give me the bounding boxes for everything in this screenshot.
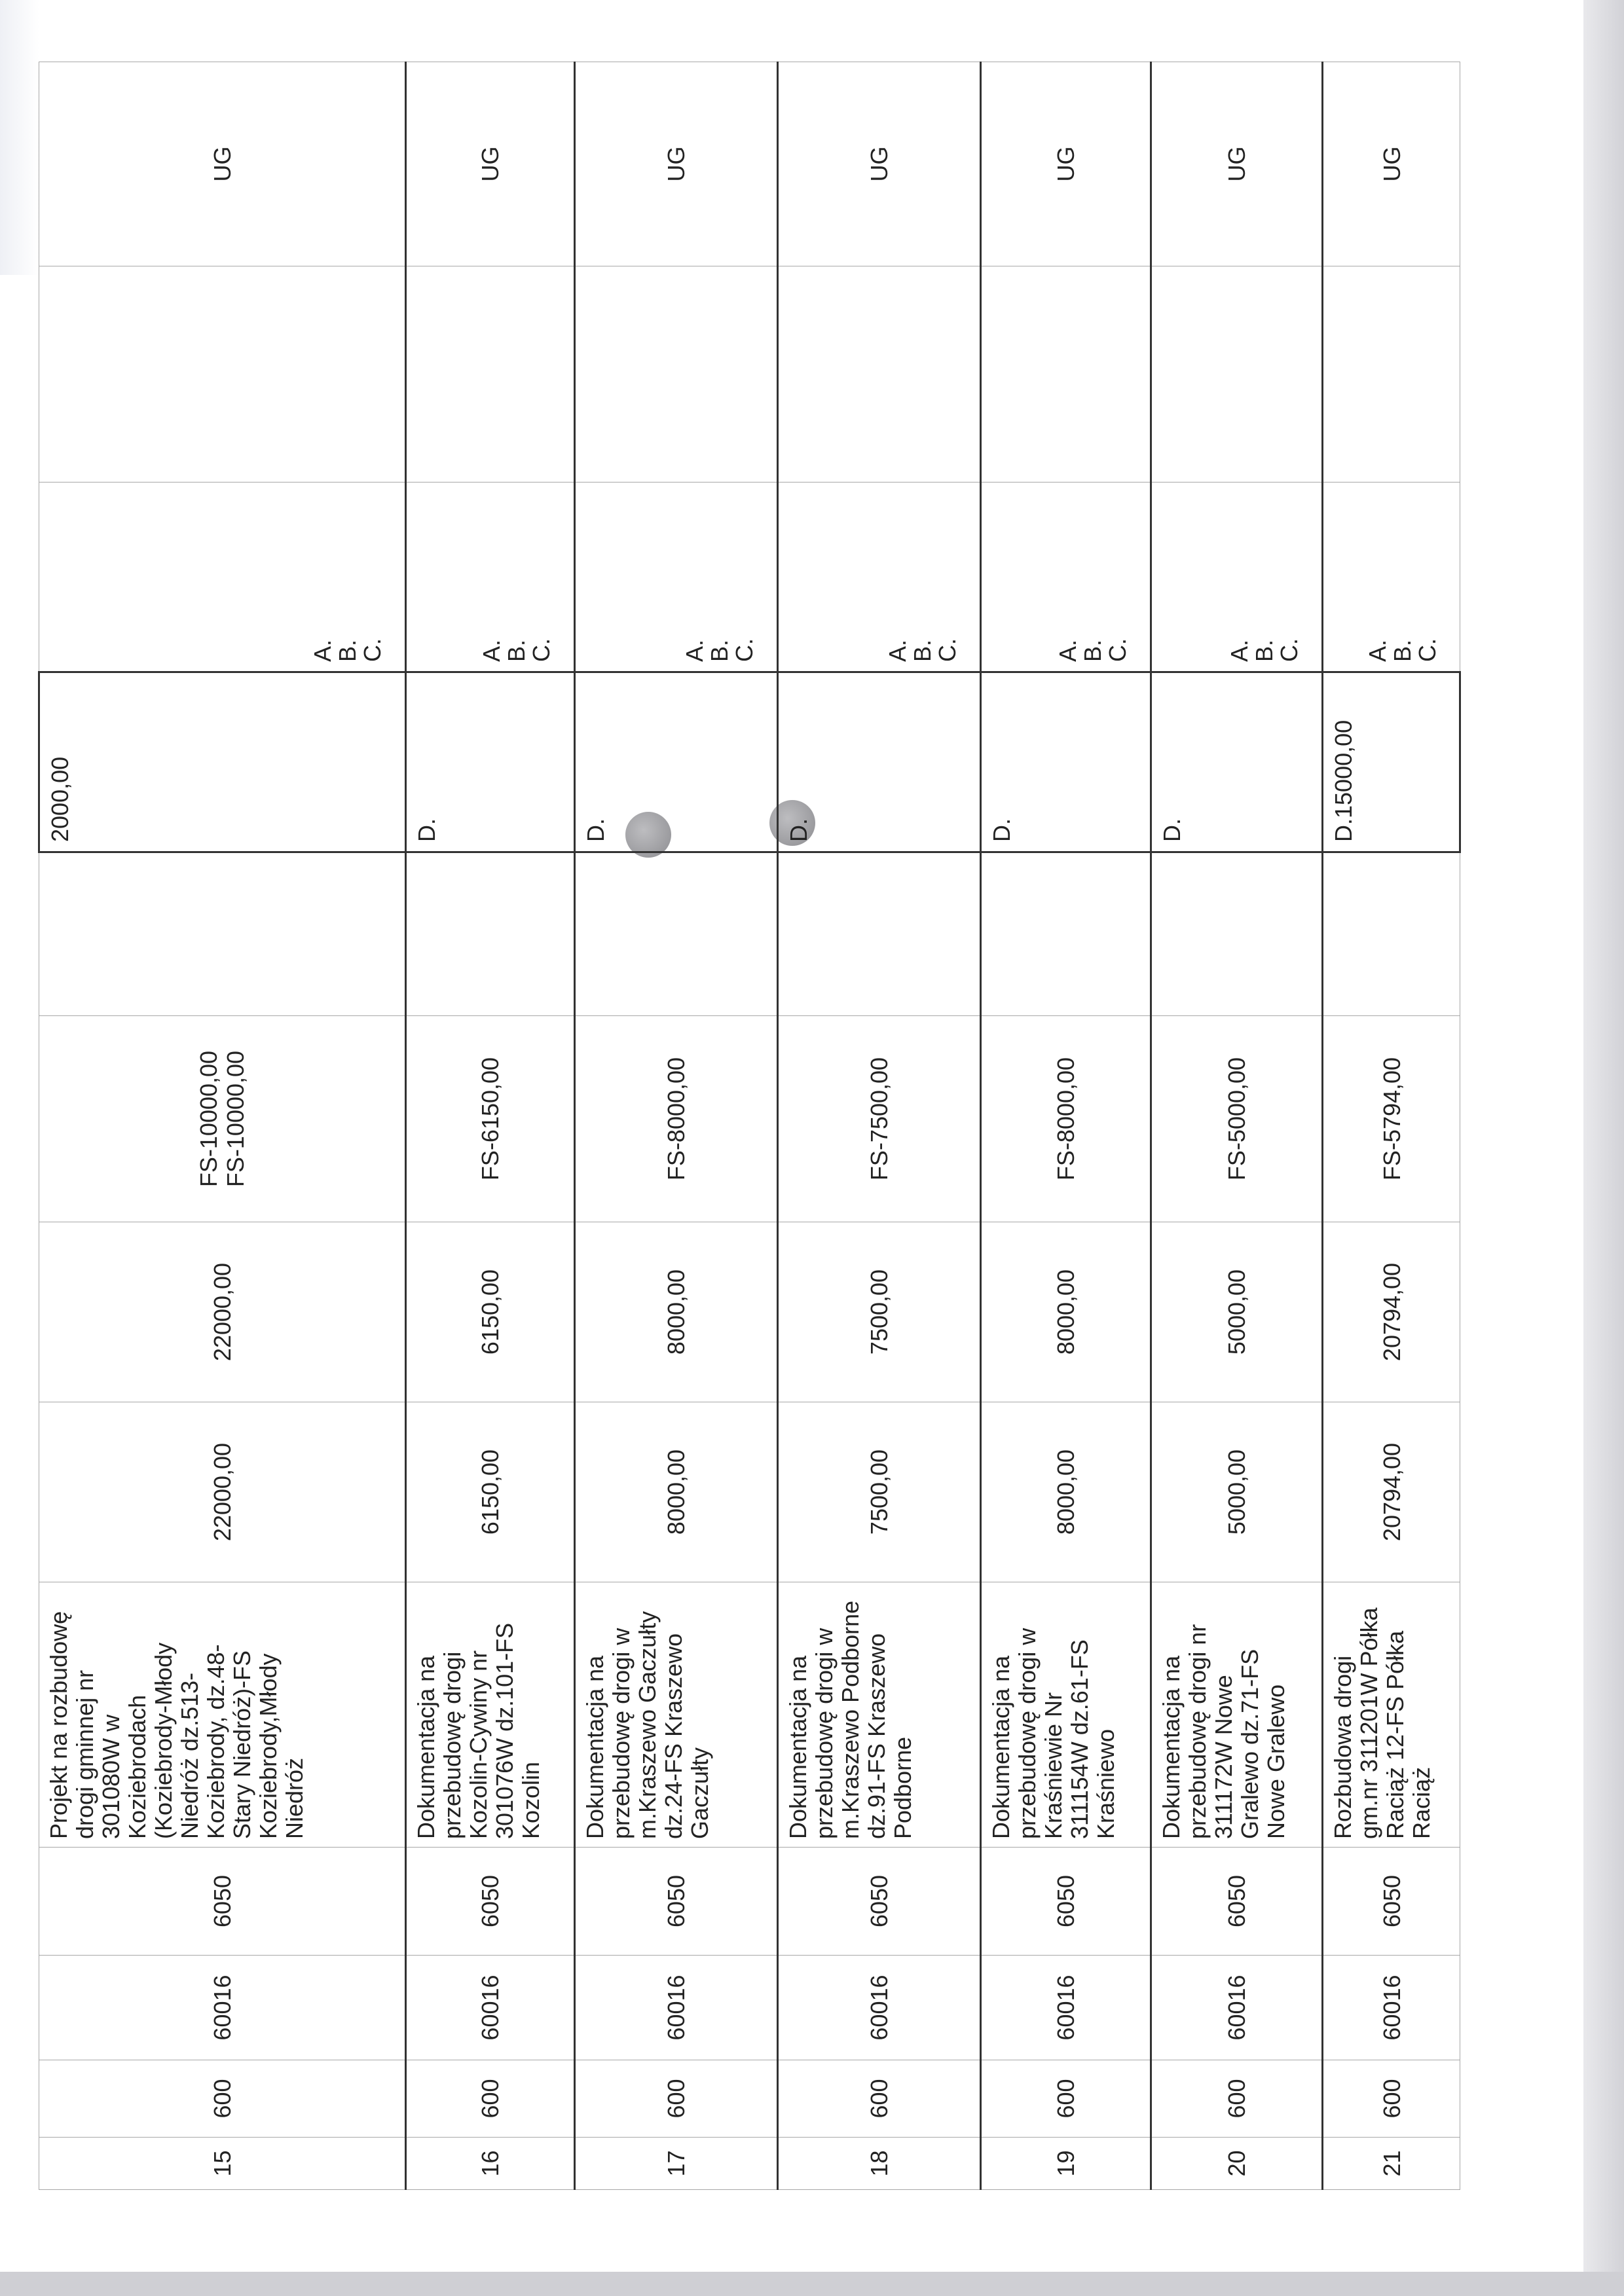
cell-rozdzial: 60016 <box>1323 1956 1460 2060</box>
cell-empty <box>575 852 778 1016</box>
cell-abc <box>1323 483 1460 672</box>
abc-a: A. <box>478 639 505 662</box>
cell-funding-source <box>575 1016 778 1222</box>
cell-d-amount: D. <box>778 672 981 852</box>
cell-abc <box>39 483 406 672</box>
cell-paragraf: 6050 <box>1151 1848 1323 1956</box>
cell-empty <box>778 266 981 483</box>
cell-total-cost: 7500,00 <box>778 1402 981 1582</box>
abc-b: B. <box>503 639 530 662</box>
funding-line-1: FS-5794,00 <box>1378 1057 1405 1181</box>
cell-total-cost: 8000,00 <box>981 1402 1151 1582</box>
cell-d-amount: 2000,00 <box>39 672 406 852</box>
cell-funding-source <box>1323 1016 1460 1222</box>
cell-abc <box>778 483 981 672</box>
cell-d-amount: D. <box>1151 672 1323 852</box>
table-row <box>981 62 1151 2190</box>
cell-unit: UG <box>1323 62 1460 266</box>
cell-d-amount: D.15000,00 <box>1323 672 1460 852</box>
cell-funding-source <box>1151 1016 1323 1222</box>
abc-b: B. <box>1079 639 1106 662</box>
table-row <box>406 62 575 2190</box>
table-row <box>575 62 778 2190</box>
table-row <box>39 62 406 2190</box>
cell-rozdzial: 60016 <box>39 1956 406 2060</box>
cell-total-cost: 8000,00 <box>575 1402 778 1582</box>
cell-dzial: 600 <box>575 2060 778 2138</box>
abc-a: A. <box>1054 639 1081 662</box>
cell-total-cost: 5000,00 <box>1151 1402 1323 1582</box>
cell-abc <box>1151 483 1323 672</box>
table-row <box>1151 62 1323 2190</box>
abc-a: A. <box>884 639 911 662</box>
cell-empty <box>39 266 406 483</box>
cell-paragraf: 6050 <box>39 1848 406 1956</box>
cell-lp: 18 <box>778 2138 981 2190</box>
scanner-edge-bottom <box>0 2272 1624 2296</box>
cell-empty <box>981 852 1151 1016</box>
cell-year-amount: 8000,00 <box>575 1222 778 1402</box>
cell-empty <box>1323 852 1460 1016</box>
cell-rozdzial: 60016 <box>1151 1956 1323 2060</box>
cell-lp: 16 <box>406 2138 575 2190</box>
cell-empty <box>575 266 778 483</box>
cell-rozdzial: 60016 <box>981 1956 1151 2060</box>
cell-paragraf: 6050 <box>575 1848 778 1956</box>
abc-c: C. <box>1414 638 1441 662</box>
scanner-edge-right <box>1583 0 1624 2296</box>
abc-c: C. <box>1104 638 1131 662</box>
table-row <box>1323 62 1460 2190</box>
cell-funding-source <box>981 1016 1151 1222</box>
cell-d-amount: D. <box>981 672 1151 852</box>
abc-c: C. <box>731 638 758 662</box>
cell-unit: UG <box>39 62 406 266</box>
cell-unit: UG <box>778 62 981 266</box>
cell-paragraf: 6050 <box>981 1848 1151 1956</box>
abc-b: B. <box>334 639 361 662</box>
cell-year-amount: 20794,00 <box>1323 1222 1460 1402</box>
cell-empty <box>778 852 981 1016</box>
abc-a: A. <box>309 639 336 662</box>
cell-abc <box>406 483 575 672</box>
cell-dzial: 600 <box>778 2060 981 2138</box>
cell-task-name: Dokumentacja na przebudowę drogi w m.Kraszewo Gaczułty dz.24-FS Kraszewo Gaczułty <box>575 1582 778 1848</box>
cell-paragraf: 6050 <box>1323 1848 1460 1956</box>
cell-abc <box>575 483 778 672</box>
cell-empty <box>1151 852 1323 1016</box>
funding-line-1: FS-8000,00 <box>1052 1057 1079 1181</box>
cell-d-amount: D. <box>575 672 778 852</box>
abc-b: B. <box>909 639 936 662</box>
cell-lp: 21 <box>1323 2138 1460 2190</box>
cell-total-cost: 20794,00 <box>1323 1402 1460 1582</box>
abc-c: C. <box>1276 638 1302 662</box>
cell-empty <box>1323 266 1460 483</box>
cell-empty <box>406 852 575 1016</box>
funding-line-1: FS-6150,00 <box>477 1057 504 1181</box>
cell-lp: 19 <box>981 2138 1151 2190</box>
cell-unit: UG <box>1151 62 1323 266</box>
abc-b: B. <box>1389 639 1416 662</box>
cell-unit: UG <box>406 62 575 266</box>
cell-rozdzial: 60016 <box>778 1956 981 2060</box>
cell-dzial: 600 <box>39 2060 406 2138</box>
cell-unit: UG <box>575 62 778 266</box>
abc-c: C. <box>359 638 386 662</box>
cell-dzial: 600 <box>1151 2060 1323 2138</box>
cell-d-amount: D. <box>406 672 575 852</box>
cell-lp: 15 <box>39 2138 406 2190</box>
cell-task-name: Rozbudowa drogi gm.nr 311201W Półka Raciąż 12-FS Półka Raciąż <box>1323 1582 1460 1848</box>
abc-c: C. <box>528 638 555 662</box>
abc-a: A. <box>681 639 708 662</box>
abc-a: A. <box>1364 639 1391 662</box>
cell-rozdzial: 60016 <box>575 1956 778 2060</box>
cell-dzial: 600 <box>981 2060 1151 2138</box>
cell-year-amount: 5000,00 <box>1151 1222 1323 1402</box>
table-row <box>778 62 981 2190</box>
cell-unit: UG <box>981 62 1151 266</box>
funding-line-1: FS-8000,00 <box>663 1057 690 1181</box>
cell-task-name: Dokumentacja na przebudowę drogi w m.Kraszewo Podborne dz.91-FS Kraszewo Podborne <box>778 1582 981 1848</box>
cell-empty <box>981 266 1151 483</box>
cell-year-amount: 22000,00 <box>39 1222 406 1402</box>
cell-dzial: 600 <box>406 2060 575 2138</box>
cell-year-amount: 8000,00 <box>981 1222 1151 1402</box>
funding-line-1: FS-5000,00 <box>1223 1057 1250 1181</box>
investment-table <box>38 62 1461 2190</box>
scan-smudge <box>0 0 39 275</box>
cell-paragraf: 6050 <box>778 1848 981 1956</box>
cell-abc <box>981 483 1151 672</box>
cell-task-name: Dokumentacja na przebudowę drogi nr 311172W Nowe Gralewo dz.71-FS Nowe Gralewo <box>1151 1582 1323 1848</box>
cell-year-amount: 7500,00 <box>778 1222 981 1402</box>
abc-b: B. <box>1251 639 1278 662</box>
cell-task-name: Projekt na rozbudowę drogi gminnej nr 301080W w Koziebrodach (Koziebrody-Młody Niedróż dz.513-Koziebrody, dz.48-Stary Niedróż)-FS Koziebrody,Młody Niedróż <box>39 1582 406 1848</box>
cell-task-name: Dokumentacja na przebudowę drogi w Kraśniewie Nr 311154W dz.61-FS Kraśniewo <box>981 1582 1151 1848</box>
cell-funding-source <box>778 1016 981 1222</box>
abc-c: C. <box>934 638 961 662</box>
cell-empty <box>39 852 406 1016</box>
cell-rozdzial: 60016 <box>406 1956 575 2060</box>
abc-b: B. <box>706 639 733 662</box>
abc-a: A. <box>1226 639 1253 662</box>
cell-funding-source <box>39 1016 406 1222</box>
cell-dzial: 600 <box>1323 2060 1460 2138</box>
cell-paragraf: 6050 <box>406 1848 575 1956</box>
cell-total-cost: 6150,00 <box>406 1402 575 1582</box>
cell-year-amount: 6150,00 <box>406 1222 575 1402</box>
funding-line-1: FS-10000,00 <box>195 1050 222 1188</box>
cell-lp: 17 <box>575 2138 778 2190</box>
cell-funding-source <box>406 1016 575 1222</box>
cell-task-name: Dokumentacja na przebudowę drogi Kozolin-Cywiny nr 301076W dz.101-FS Kozolin <box>406 1582 575 1848</box>
cell-empty <box>406 266 575 483</box>
funding-line-2: FS-10000,00 <box>222 1050 249 1188</box>
cell-lp: 20 <box>1151 2138 1323 2190</box>
funding-line-1: FS-7500,00 <box>866 1057 893 1181</box>
cell-total-cost: 22000,00 <box>39 1402 406 1582</box>
cell-empty <box>1151 266 1323 483</box>
